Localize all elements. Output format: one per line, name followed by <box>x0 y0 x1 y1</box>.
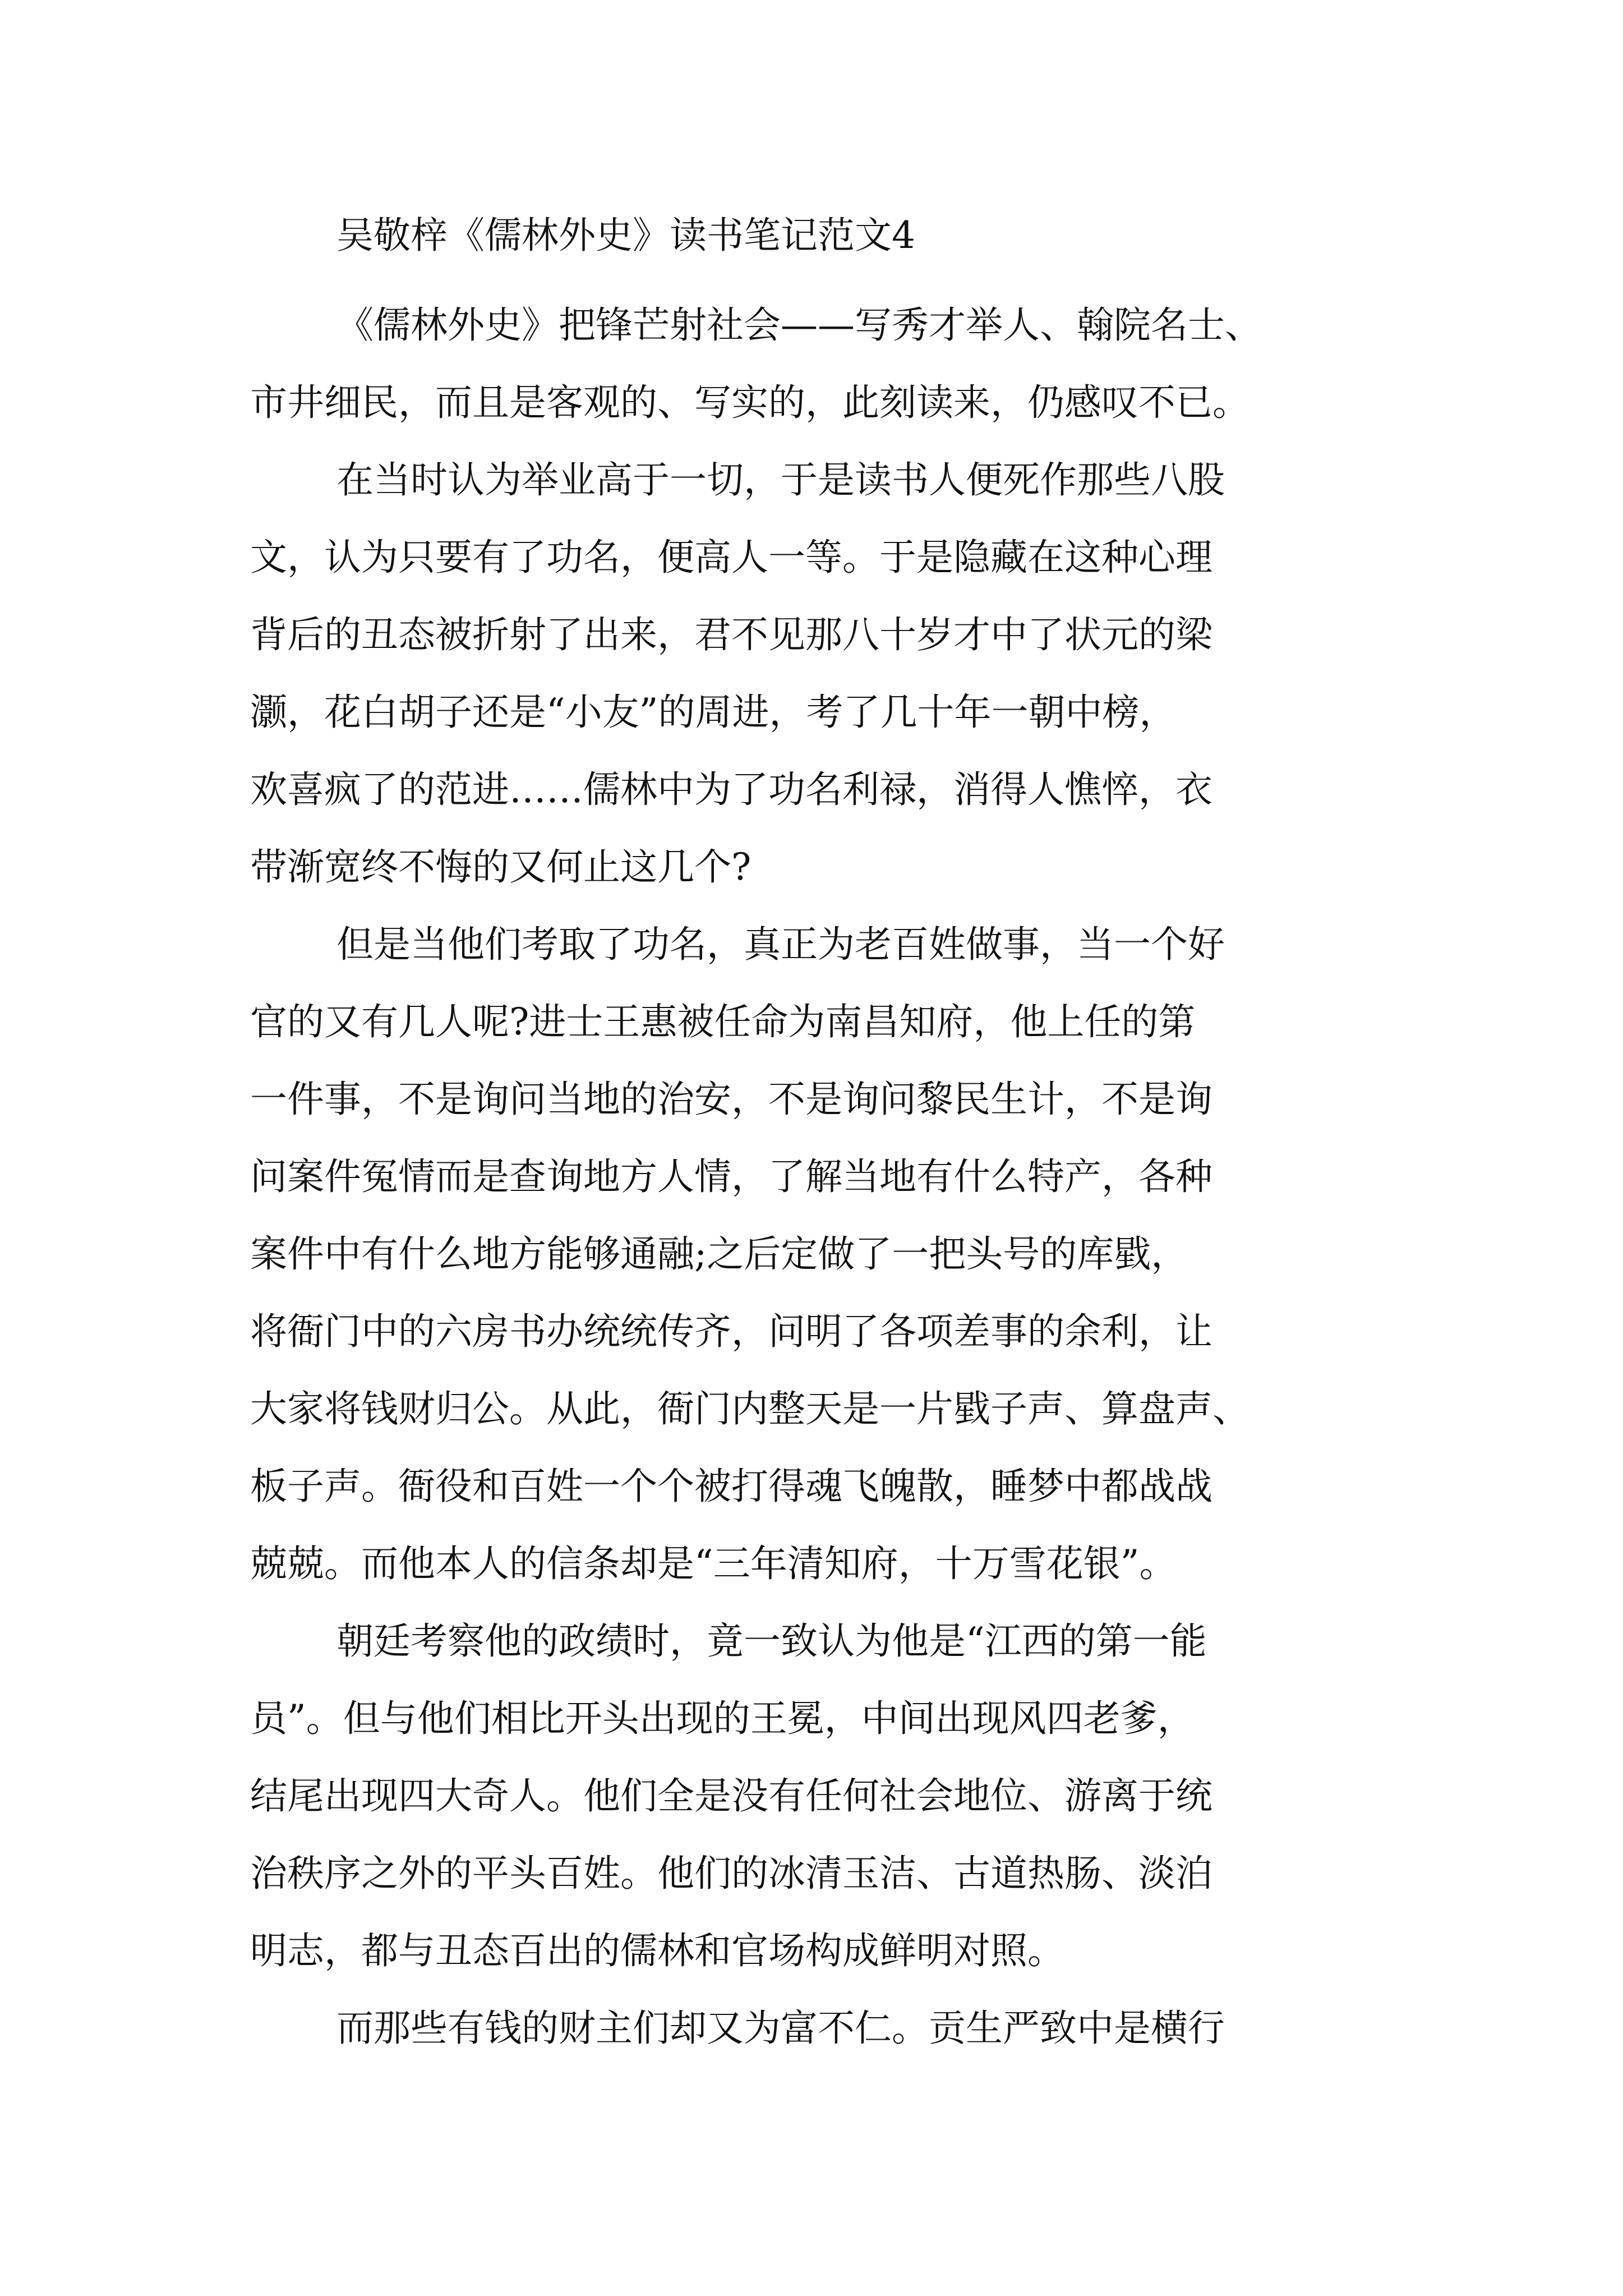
paragraph-1-line-2: 市井细民，而且是客观的、写实的，此刻读来，仍感叹不已。 <box>250 381 1249 424</box>
document-title: 吴敬梓《儒林外史》读书笔记范文4 <box>336 214 915 257</box>
paragraph-3-line-1: 但是当他们考取了功名，真正为老百姓做事，当一个好 <box>336 923 1225 966</box>
paragraph-4-line-1: 朝廷考察他的政绩时，竟一致认为他是“江西的第一能 <box>336 1619 1207 1663</box>
paragraph-4-line-4: 治秩序之外的平头百姓。他们的冰清玉洁、古道热肠、淡泊 <box>250 1852 1212 1895</box>
paragraph-3-line-3: 一件事，不是询问当地的治安，不是询问黎民生计，不是询 <box>250 1078 1212 1121</box>
paragraph-2-line-4: 灏，花白胡子还是“小友”的周进，考了几十年一朝中榜， <box>250 691 1177 734</box>
paragraph-3-line-9: 兢兢。而他本人的信条却是“三年清知府，十万雪花银”。 <box>250 1542 1177 1585</box>
paragraph-2-line-3: 背后的丑态被折射了出来，君不见那八十岁才中了状元的梁 <box>250 613 1212 656</box>
paragraph-3-line-7: 大家将钱财归公。从此，衙门内整天是一片戥子声、算盘声、 <box>250 1387 1249 1430</box>
paragraph-2-line-1: 在当时认为举业高于一切，于是读书人便死作那些八股 <box>336 458 1225 501</box>
paragraph-5-line-1: 而那些有钱的财主们却又为富不仁。贡生严致中是横行 <box>336 2007 1225 2050</box>
paragraph-3-line-8: 板子声。衙役和百姓一个个被打得魂飞魄散，睡梦中都战战 <box>250 1465 1212 1508</box>
paragraph-3-line-5: 案件中有什么地方能够通融;之后定做了一把头号的库戥， <box>250 1232 1188 1276</box>
paragraph-3-line-6: 将衙门中的六房书办统统传齐，问明了各项差事的余利，让 <box>250 1310 1212 1353</box>
paragraph-2-line-2: 文，认为只要有了功名，便高人一等。于是隐藏在这种心理 <box>250 536 1212 579</box>
paragraph-3-line-4: 问案件冤情而是查询地方人情，了解当地有什么特产，各种 <box>250 1155 1212 1198</box>
paragraph-2-line-6: 带渐宽终不悔的又何止这几个? <box>250 845 751 889</box>
paragraph-4-line-5: 明志，都与丑态百出的儒林和官场构成鲜明对照。 <box>250 1929 1064 1972</box>
paragraph-1-line-1: 《儒林外史》把锋芒射社会——写秀才举人、翰院名士、 <box>336 303 1262 347</box>
paragraph-2-line-5: 欢喜疯了的范进……儒林中为了功名利禄，消得人憔悴，衣 <box>250 768 1212 811</box>
paragraph-3-line-2: 官的又有几人呢?进士王惠被任命为南昌知府，他上任的第 <box>250 1000 1196 1043</box>
paragraph-4-line-3: 结尾出现四大奇人。他们全是没有任何社会地位、游离于统 <box>250 1774 1212 1818</box>
paragraph-4-line-2: 员”。但与他们相比开头出现的王冕，中间出现风四老爹， <box>250 1697 1195 1740</box>
